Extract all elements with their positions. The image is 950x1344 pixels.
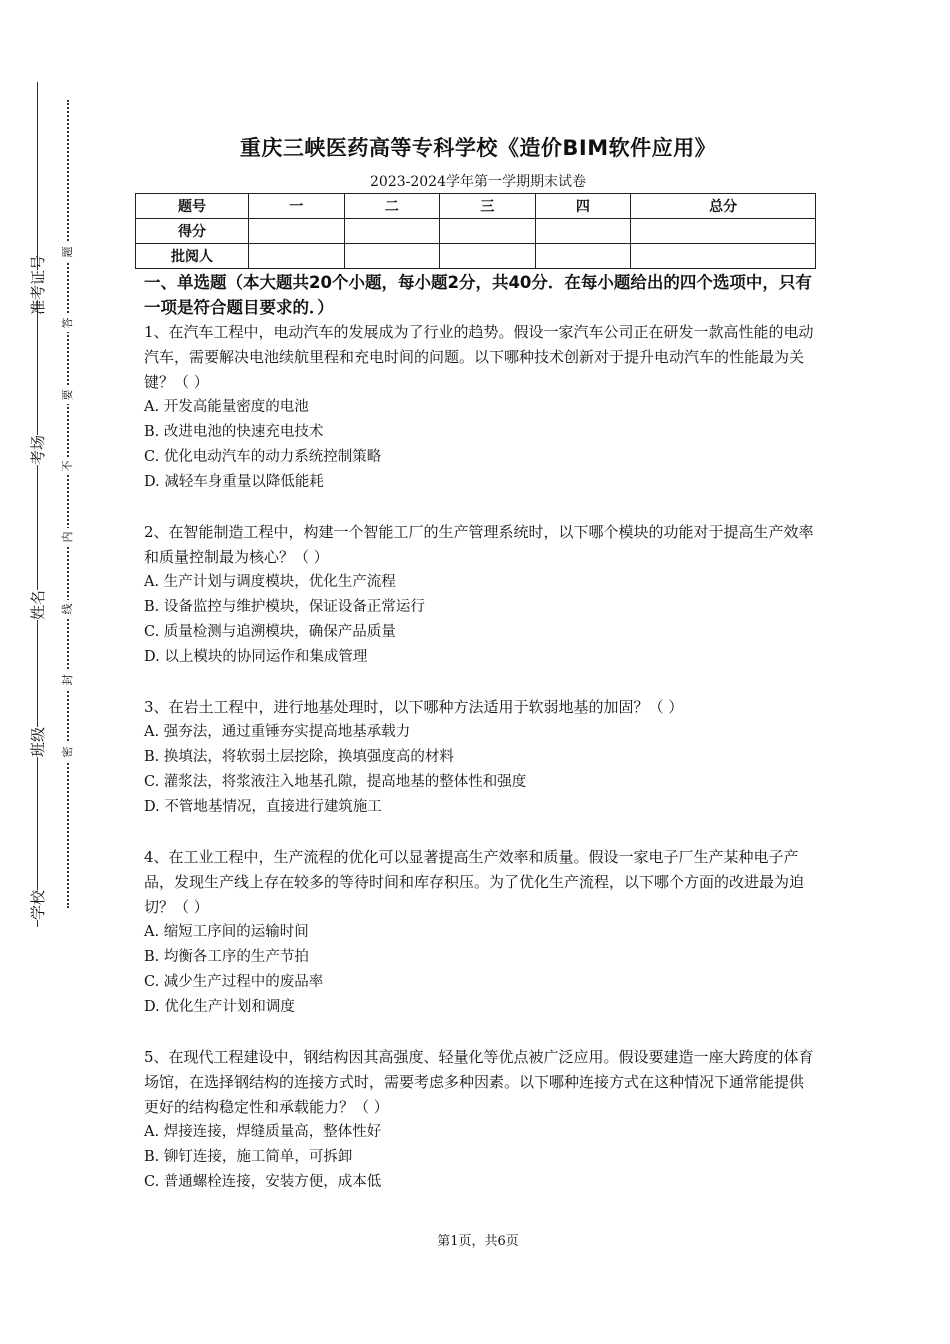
- question-5: [144, 1045, 816, 1195]
- seal-dotted-line: [67, 100, 69, 908]
- seal-char: 内: [58, 528, 76, 546]
- option-a: A. 缩短工序间的运输时间: [144, 924, 309, 940]
- seal-char: 答: [58, 314, 76, 332]
- option-b: B. 改进电池的快速充电技术: [144, 424, 324, 440]
- reviewer-cell[interactable]: [631, 244, 816, 269]
- score-table-header-row: [136, 194, 816, 219]
- option-d: D. 减轻车身重量以降低能耗: [144, 474, 324, 490]
- question-stem: 3、在岩土工程中，进行地基处理时，以下哪种方法适用于软弱地基的加固？（ ）: [144, 698, 684, 716]
- score-cell[interactable]: [440, 219, 536, 244]
- question-stem: 5、在现代工程建设中，钢结构因其高强度、轻量化等优点被广泛应用。假设要建造一座大跨度的体育场馆，在选择钢结构的连接方式时，需要考虑多种因素。以下哪种连接方式在这种情况下通常能提供更好的结构稳定性和承载能力？（ ）: [144, 1048, 814, 1116]
- option-a: A. 生产计划与调度模块，优化生产流程: [144, 574, 396, 590]
- score-cell[interactable]: [344, 219, 440, 244]
- option-a: A. 强夯法，通过重锤夯实提高地基承载力: [144, 724, 411, 740]
- row-label: 批阅人: [136, 244, 249, 269]
- score-cell[interactable]: [631, 219, 816, 244]
- exam-content: [144, 270, 816, 1195]
- column-header: 题号: [136, 194, 249, 219]
- column-header: 一: [249, 194, 345, 219]
- score-table: [135, 193, 816, 269]
- reviewer-cell[interactable]: [440, 244, 536, 269]
- name-label: 姓名: [7, 590, 67, 620]
- option-c: C. 优化电动汽车的动力系统控制策略: [144, 449, 382, 465]
- option-d: D. 以上模块的协同运作和集成管理: [144, 649, 368, 665]
- binding-margin: [0, 0, 100, 1344]
- exam-title: 重庆三峡医药高等专科学校《造价BIM软件应用》: [239, 136, 717, 160]
- option-b: B. 换填法，将软弱土层挖除，换填强度高的材料: [144, 749, 454, 765]
- option-c: C. 减少生产过程中的废品率: [144, 974, 324, 990]
- option-b: B. 均衡各工序的生产节拍: [144, 949, 309, 965]
- column-header: 总分: [631, 194, 816, 219]
- reviewer-row: [136, 244, 816, 269]
- score-cell[interactable]: [249, 219, 345, 244]
- seal-char: 线: [58, 600, 76, 618]
- seal-char: 封: [58, 671, 76, 689]
- class-label: 班级: [7, 727, 67, 757]
- option-a: A. 焊接连接，焊缝质量高，整体性好: [144, 1124, 382, 1140]
- question-3: [144, 695, 816, 820]
- option-a: A. 开发高能量密度的电池: [144, 399, 309, 415]
- option-b: B. 铆钉连接，施工简单，可拆卸: [144, 1149, 353, 1165]
- binding-solid-line: [37, 82, 38, 927]
- column-header: 三: [440, 194, 536, 219]
- question-4: [144, 845, 816, 1020]
- section-heading: 一、单选题（本大题共20个小题，每小题2分，共40分．在每小题给出的四个选项中，只有一项是符合题目要求的．）: [144, 273, 812, 317]
- column-header: 二: [344, 194, 440, 219]
- exam-subtitle: 2023-2024学年第一学期期末试卷: [370, 174, 586, 190]
- option-d: D. 不管地基情况，直接进行建筑施工: [144, 799, 382, 815]
- school-label: 学校: [7, 890, 67, 920]
- option-c: C. 普通螺栓连接，安装方便，成本低: [144, 1174, 382, 1190]
- seal-char: 要: [58, 386, 76, 404]
- exam-number-label: 准考证号: [7, 270, 67, 300]
- reviewer-cell[interactable]: [535, 244, 631, 269]
- option-b: B. 设备监控与维护模块，保证设备正常运行: [144, 599, 425, 615]
- question-2: [144, 520, 816, 670]
- column-header: 四: [535, 194, 631, 219]
- option-d: D. 优化生产计划和调度: [144, 999, 295, 1015]
- score-cell[interactable]: [535, 219, 631, 244]
- question-stem: 2、在智能制造工程中，构建一个智能工厂的生产管理系统时，以下哪个模块的功能对于提高生产效率和质量控制最为核心？（ ）: [144, 523, 814, 566]
- score-row: [136, 219, 816, 244]
- seal-char: 密: [58, 743, 76, 761]
- question-stem: 1、在汽车工程中，电动汽车的发展成为了行业的趋势。假设一家汽车公司正在研发一款高性能的电动汽车，需要解决电池续航里程和充电时间的问题。以下哪种技术创新对于提升电动汽车的性能最为关键？（ ）: [144, 323, 814, 391]
- option-c: C. 灌浆法，将浆液注入地基孔隙，提高地基的整体性和强度: [144, 774, 527, 790]
- row-label: 得分: [136, 219, 249, 244]
- option-c: C. 质量检测与追溯模块，确保产品质量: [144, 624, 396, 640]
- question-1: [144, 320, 816, 495]
- page-number: 第1页，共6页: [437, 1234, 519, 1249]
- question-stem: 4、在工业工程中，生产流程的优化可以显著提高生产效率和质量。假设一家电子厂生产某种电子产品，发现生产线上存在较多的等待时间和库存积压。为了优化生产流程，以下哪个方面的改进最为迫切？（ ）: [144, 848, 805, 916]
- reviewer-cell[interactable]: [344, 244, 440, 269]
- seal-char: 不: [58, 457, 76, 475]
- exam-room-label: 考场: [7, 435, 67, 465]
- seal-char: 题: [58, 243, 76, 261]
- reviewer-cell[interactable]: [249, 244, 345, 269]
